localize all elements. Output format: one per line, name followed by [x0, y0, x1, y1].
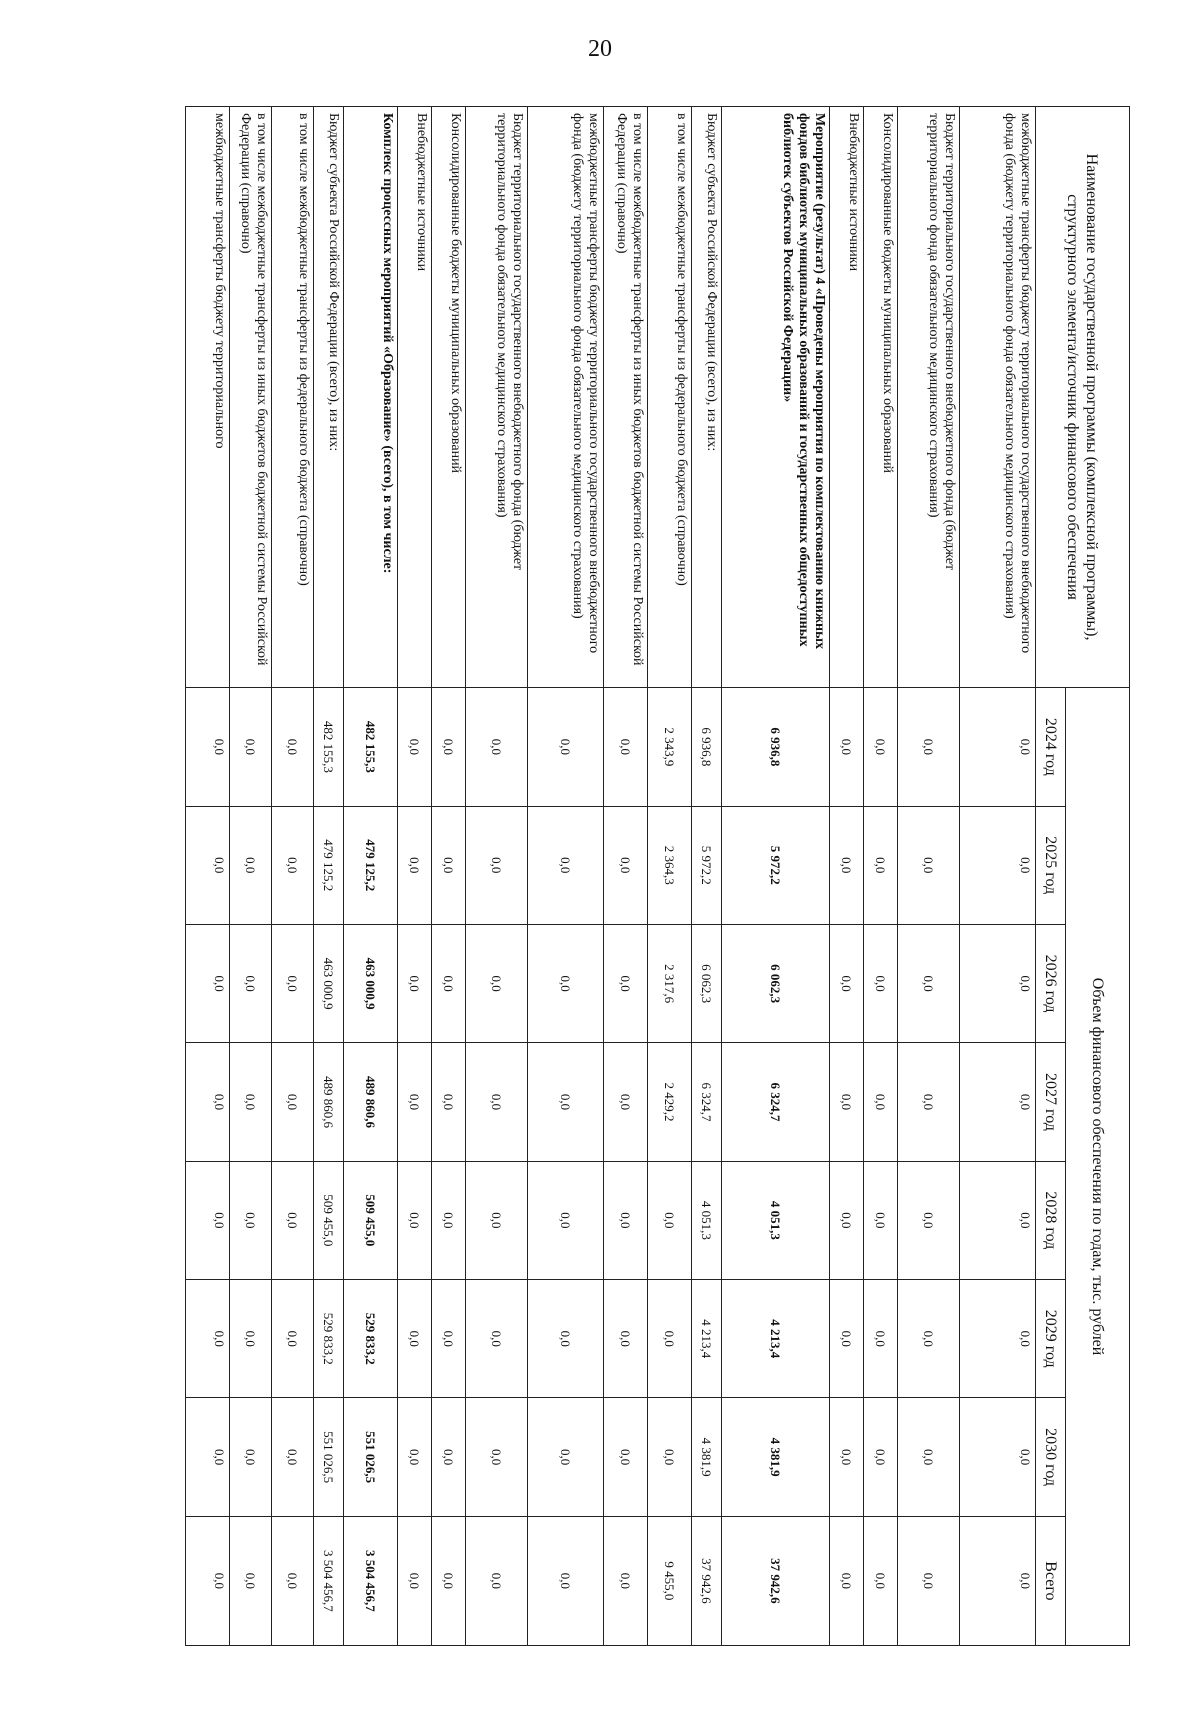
- row-value: 0,0: [864, 1043, 898, 1161]
- header-year-0: 2024 год: [1036, 688, 1066, 806]
- row-value: 489 860,6: [344, 1043, 398, 1161]
- row-value: 0,0: [466, 1280, 528, 1398]
- table-row: [692, 107, 722, 1646]
- page-number: 20: [588, 36, 612, 62]
- row-value: 0,0: [466, 1516, 528, 1645]
- row-value: 0,0: [272, 924, 314, 1042]
- row-value: 551 026,5: [344, 1398, 398, 1516]
- row-value: 0,0: [898, 688, 960, 806]
- row-value: 0,0: [604, 688, 648, 806]
- header-year-6: 2030 год: [1036, 1398, 1066, 1516]
- row-value: 2 429,2: [648, 1043, 692, 1161]
- row-value: 0,0: [230, 1043, 272, 1161]
- row-value: 509 455,0: [314, 1161, 344, 1279]
- row-value: 0,0: [528, 1043, 604, 1161]
- table-container: [192, 106, 1130, 1646]
- table-row: [898, 107, 960, 1646]
- row-value: 0,0: [830, 1043, 864, 1161]
- row-value: 0,0: [960, 1398, 1036, 1516]
- table-row: [604, 107, 648, 1646]
- row-value: 0,0: [898, 1043, 960, 1161]
- header-financing-group: Объем финансового обеспечения по годам, тыс. рублей: [1066, 688, 1130, 1646]
- row-value: 463 000,9: [314, 924, 344, 1042]
- table-row: [272, 107, 314, 1646]
- row-value: 0,0: [186, 1398, 230, 1516]
- table-row: [466, 107, 528, 1646]
- row-label: Бюджет субъекта Российской Федерации (всего), из них:: [314, 107, 344, 688]
- row-value: 0,0: [648, 1280, 692, 1398]
- row-value: 0,0: [960, 1043, 1036, 1161]
- row-value: 0,0: [272, 1280, 314, 1398]
- row-value: 6 324,7: [722, 1043, 830, 1161]
- row-label: межбюджетные трансферты бюджету территориального: [186, 107, 230, 688]
- row-value: 0,0: [604, 1161, 648, 1279]
- row-value: 529 833,2: [344, 1280, 398, 1398]
- header-year-1: 2025 год: [1036, 806, 1066, 924]
- row-value: 0,0: [864, 806, 898, 924]
- row-value: 0,0: [466, 688, 528, 806]
- row-value: 0,0: [466, 806, 528, 924]
- table-row: [398, 107, 432, 1646]
- row-value: 0,0: [186, 1516, 230, 1645]
- row-label: Бюджет территориального государственного внебюджетного фонда (бюджет территориального фонда обязательного медицинского страхования): [466, 107, 528, 688]
- row-value: 509 455,0: [344, 1161, 398, 1279]
- row-value: 2 343,9: [648, 688, 692, 806]
- row-label: Мероприятие (результат) 4 «Проведены мероприятия по комплектованию книжных фондов библиотек муниципальных образований и государственных общедоступных библиотек субъектов Российской Федерации»: [722, 107, 830, 688]
- row-value: 0,0: [604, 1043, 648, 1161]
- table-row: [722, 107, 830, 1646]
- row-value: 0,0: [398, 1516, 432, 1645]
- row-value: 0,0: [398, 1398, 432, 1516]
- row-value: 0,0: [604, 1516, 648, 1645]
- row-value: 0,0: [432, 688, 466, 806]
- row-value: 0,0: [830, 806, 864, 924]
- row-value: 2 317,6: [648, 924, 692, 1042]
- row-label: Комплекс процессных мероприятий «Образование» (всего), в том числе:: [344, 107, 398, 688]
- row-label: в том числе межбюджетные трансферты из федерального бюджета (справочно): [272, 107, 314, 688]
- row-value: 37 942,6: [692, 1516, 722, 1645]
- row-value: 0,0: [432, 806, 466, 924]
- row-value: 0,0: [830, 1161, 864, 1279]
- row-value: 0,0: [186, 1161, 230, 1279]
- row-value: 463 000,9: [344, 924, 398, 1042]
- row-value: 4 381,9: [692, 1398, 722, 1516]
- row-value: 3 504 456,7: [344, 1516, 398, 1645]
- row-label: Консолидированные бюджеты муниципальных образований: [432, 107, 466, 688]
- row-value: 0,0: [648, 1161, 692, 1279]
- row-value: 0,0: [960, 924, 1036, 1042]
- row-value: 4 213,4: [722, 1280, 830, 1398]
- row-value: 0,0: [272, 1043, 314, 1161]
- row-value: 0,0: [230, 1280, 272, 1398]
- row-value: 479 125,2: [344, 806, 398, 924]
- row-value: 0,0: [230, 688, 272, 806]
- header-year-5: 2029 год: [1036, 1280, 1066, 1398]
- row-value: 37 942,6: [722, 1516, 830, 1645]
- row-value: 6 062,3: [722, 924, 830, 1042]
- row-value: 0,0: [898, 1280, 960, 1398]
- row-value: 0,0: [864, 1280, 898, 1398]
- row-value: 9 455,0: [648, 1516, 692, 1645]
- row-value: 551 026,5: [314, 1398, 344, 1516]
- row-value: 0,0: [898, 1161, 960, 1279]
- row-label: в том числе межбюджетные трансферты из иных бюджетов бюджетной системы Российской Федерации (справочно): [604, 107, 648, 688]
- row-value: 0,0: [398, 924, 432, 1042]
- row-value: 0,0: [830, 1398, 864, 1516]
- row-value: 0,0: [960, 1516, 1036, 1645]
- table-row: [960, 107, 1036, 1646]
- table-row: [186, 107, 230, 1646]
- row-value: 4 051,3: [692, 1161, 722, 1279]
- row-value: 0,0: [604, 924, 648, 1042]
- row-value: 0,0: [648, 1398, 692, 1516]
- row-value: 0,0: [230, 924, 272, 1042]
- row-value: 0,0: [830, 688, 864, 806]
- row-value: 0,0: [272, 806, 314, 924]
- row-value: 0,0: [960, 688, 1036, 806]
- row-label: в том числе межбюджетные трансферты из иных бюджетов бюджетной системы Российской Федерации (справочно): [230, 107, 272, 688]
- row-value: 3 504 456,7: [314, 1516, 344, 1645]
- row-value: 0,0: [864, 688, 898, 806]
- row-value: 0,0: [830, 1516, 864, 1645]
- row-value: 0,0: [898, 806, 960, 924]
- row-value: 0,0: [864, 1516, 898, 1645]
- row-label: в том числе межбюджетные трансферты из федерального бюджета (справочно): [648, 107, 692, 688]
- row-value: 0,0: [528, 1161, 604, 1279]
- row-value: 0,0: [432, 1516, 466, 1645]
- row-value: 0,0: [230, 806, 272, 924]
- row-value: 0,0: [864, 924, 898, 1042]
- row-value: 0,0: [528, 1398, 604, 1516]
- row-value: 479 125,2: [314, 806, 344, 924]
- row-value: 0,0: [432, 1043, 466, 1161]
- row-value: 482 155,3: [344, 688, 398, 806]
- row-value: 0,0: [898, 924, 960, 1042]
- header-year-2: 2026 год: [1036, 924, 1066, 1042]
- row-value: 5 972,2: [692, 806, 722, 924]
- row-value: 0,0: [272, 688, 314, 806]
- row-value: 0,0: [466, 1161, 528, 1279]
- row-value: 4 213,4: [692, 1280, 722, 1398]
- row-value: 0,0: [898, 1398, 960, 1516]
- row-value: 0,0: [230, 1516, 272, 1645]
- header-name-column: Наименование государственной программы (комплексной программы), структурного элемента/источник финансового обеспечения: [1036, 107, 1130, 688]
- row-value: 0,0: [864, 1161, 898, 1279]
- row-value: 6 936,8: [722, 688, 830, 806]
- row-value: 6 324,7: [692, 1043, 722, 1161]
- row-value: 0,0: [230, 1398, 272, 1516]
- row-value: 0,0: [432, 1161, 466, 1279]
- row-value: 0,0: [830, 924, 864, 1042]
- row-value: 0,0: [960, 1280, 1036, 1398]
- row-value: 529 833,2: [314, 1280, 344, 1398]
- row-value: 0,0: [398, 688, 432, 806]
- row-value: 0,0: [272, 1398, 314, 1516]
- row-value: 0,0: [432, 924, 466, 1042]
- row-value: 0,0: [604, 1280, 648, 1398]
- row-value: 489 860,6: [314, 1043, 344, 1161]
- row-value: 0,0: [272, 1516, 314, 1645]
- row-value: 0,0: [528, 1516, 604, 1645]
- row-value: 4 381,9: [722, 1398, 830, 1516]
- row-value: 0,0: [230, 1161, 272, 1279]
- row-value: 0,0: [398, 1161, 432, 1279]
- row-value: 0,0: [466, 924, 528, 1042]
- row-value: 0,0: [466, 1398, 528, 1516]
- row-value: 2 364,3: [648, 806, 692, 924]
- row-value: 0,0: [528, 688, 604, 806]
- header-year-7: Всего: [1036, 1516, 1066, 1645]
- row-value: 482 155,3: [314, 688, 344, 806]
- row-value: 0,0: [528, 1280, 604, 1398]
- row-value: 0,0: [398, 1043, 432, 1161]
- row-value: 0,0: [604, 1398, 648, 1516]
- header-year-3: 2027 год: [1036, 1043, 1066, 1161]
- row-value: 0,0: [432, 1280, 466, 1398]
- row-label: межбюджетные трансферты бюджету территориального государственного внебюджетного фонда (бюджету территориального фонда обязательного медицинского страхования): [528, 107, 604, 688]
- table-row: [648, 107, 692, 1646]
- row-value: 6 062,3: [692, 924, 722, 1042]
- row-value: 0,0: [272, 1161, 314, 1279]
- row-label: Внебюджетные источники: [830, 107, 864, 688]
- row-value: 5 972,2: [722, 806, 830, 924]
- row-label: Бюджет субъекта Российской Федерации (всего), из них:: [692, 107, 722, 688]
- row-label: Бюджет территориального государственного внебюджетного фонда (бюджет территориального фонда обязательного медицинского страхования): [898, 107, 960, 688]
- row-value: 0,0: [528, 924, 604, 1042]
- row-value: 0,0: [186, 924, 230, 1042]
- row-value: 0,0: [864, 1398, 898, 1516]
- row-value: 0,0: [186, 688, 230, 806]
- row-value: 0,0: [186, 806, 230, 924]
- row-value: 0,0: [528, 806, 604, 924]
- row-value: 0,0: [398, 1280, 432, 1398]
- table-row: [230, 107, 272, 1646]
- row-value: 0,0: [186, 1043, 230, 1161]
- table-row: [344, 107, 398, 1646]
- row-value: 0,0: [898, 1516, 960, 1645]
- row-value: 0,0: [960, 806, 1036, 924]
- row-value: 4 051,3: [722, 1161, 830, 1279]
- row-label: Внебюджетные источники: [398, 107, 432, 688]
- row-value: 0,0: [398, 806, 432, 924]
- row-label: межбюджетные трансферты бюджету территориального государственного внебюджетного фонда (бюджету территориального фонда обязательного медицинского страхования): [960, 107, 1036, 688]
- row-value: 0,0: [604, 806, 648, 924]
- table-row: [432, 107, 466, 1646]
- row-value: 0,0: [432, 1398, 466, 1516]
- row-value: 0,0: [960, 1161, 1036, 1279]
- table-row: [314, 107, 344, 1646]
- row-value: 0,0: [830, 1280, 864, 1398]
- table-row: [528, 107, 604, 1646]
- table-row: [864, 107, 898, 1646]
- financing-table: [185, 106, 1130, 1646]
- row-value: 0,0: [186, 1280, 230, 1398]
- table-row: [830, 107, 864, 1646]
- row-value: 0,0: [466, 1043, 528, 1161]
- row-label: Консолидированные бюджеты муниципальных образований: [864, 107, 898, 688]
- row-value: 6 936,8: [692, 688, 722, 806]
- header-year-4: 2028 год: [1036, 1161, 1066, 1279]
